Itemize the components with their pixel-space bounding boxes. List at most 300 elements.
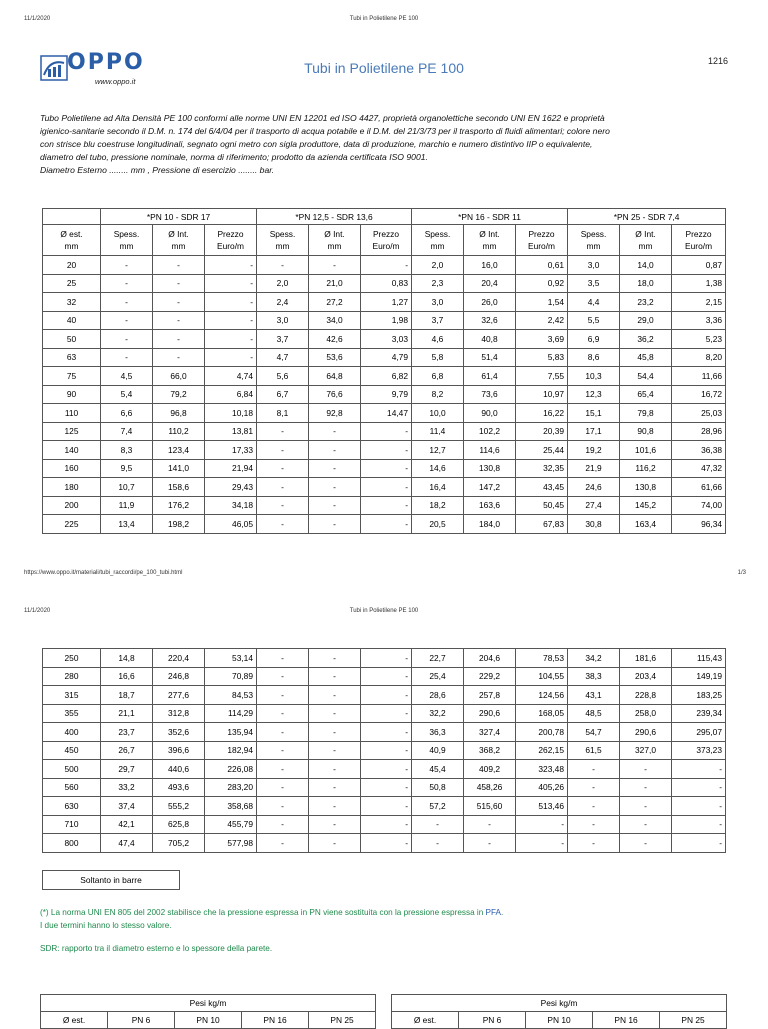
value-cell: - [309,686,361,705]
value-cell: - [309,478,361,497]
bars-only-label: Soltanto in barre [42,870,180,890]
value-cell: 440,6 [153,760,205,779]
value-cell: 7,4 [101,422,153,441]
value-cell: 458,26 [464,778,516,797]
value-cell: 16,0 [464,256,516,275]
value-cell: - [153,348,205,367]
price-cell: 149,19 [672,667,726,686]
value-cell: 34,2 [568,649,620,668]
value-cell: 40,9 [412,741,464,760]
diameter-cell: 125 [43,422,101,441]
value-cell: 14,6 [412,459,464,478]
value-cell: 16,4 [412,478,464,497]
price-cell: - [361,797,412,816]
print-title: Tubi in Polietilene PE 100 [349,16,419,22]
value-cell: 3,7 [412,311,464,330]
value-cell: 43,1 [568,686,620,705]
value-cell: 51,4 [464,348,516,367]
value-cell: 27,2 [309,293,361,312]
price-cell: 358,68 [205,797,257,816]
price-cell: 9,79 [361,385,412,404]
diameter-cell: 315 [43,686,101,705]
value-cell: 220,4 [153,649,205,668]
value-cell: - [257,478,309,497]
value-cell: - [257,256,309,275]
price-cell: 513,46 [516,797,568,816]
column-header-line: Prezzo [372,229,400,239]
print-footer-url[interactable]: https://www.oppo.it/materiali/tubi_raccordi/pe_100_tubi.html [24,570,183,576]
price-cell: 124,56 [516,686,568,705]
pn-note-end: . [501,908,504,917]
column-header-unit: mm [171,241,186,251]
description-line: Tubo Polietilene ad Alta Densità PE 100 conformi alle norme UNI EN 12201 ed ISO 4427, proprietà organolettiche secondo UNI EN 1622 e proprietà [40,113,605,123]
weights-header: PN 16 [593,1012,660,1029]
diameter-cell: 630 [43,797,101,816]
weights-header: PN 16 [242,1012,309,1029]
value-cell: 53,6 [309,348,361,367]
value-cell: 19,2 [568,441,620,460]
value-cell: - [101,311,153,330]
value-cell: 14,8 [101,649,153,668]
value-cell: - [309,760,361,779]
value-cell: 396,6 [153,741,205,760]
value-cell: - [620,797,672,816]
price-cell: - [361,834,412,853]
price-cell: 135,94 [205,723,257,742]
value-cell: - [153,330,205,349]
price-cell: - [361,686,412,705]
column-header-line: Prezzo [685,229,712,239]
price-cell: - [205,330,257,349]
value-cell: 5,6 [257,367,309,386]
value-cell: 10,7 [101,478,153,497]
value-cell: - [309,834,361,853]
price-cell: 226,08 [205,760,257,779]
value-cell: 18,2 [412,496,464,515]
value-cell: 158,6 [153,478,205,497]
price-cell: 17,33 [205,441,257,460]
value-cell: 2,3 [412,274,464,293]
diameter-cell: 90 [43,385,101,404]
value-cell: - [568,815,620,834]
price-cell: 405,26 [516,778,568,797]
diameter-cell: 32 [43,293,101,312]
column-header-unit: mm [586,241,601,251]
diameter-cell: 560 [43,778,101,797]
value-cell: 555,2 [153,797,205,816]
table-row [43,741,726,760]
weights-header: PN 25 [309,1012,376,1029]
value-cell: 203,4 [620,667,672,686]
table-row [43,348,726,367]
price-cell: 114,29 [205,704,257,723]
price-cell: - [516,815,568,834]
value-cell: 23,2 [620,293,672,312]
price-cell: 10,18 [205,404,257,423]
column-header-line: Spess. [113,229,140,239]
diameter-cell: 25 [43,274,101,293]
group-header: *PN 25 - SDR 7,4 [568,209,726,225]
value-cell: - [309,256,361,275]
value-cell: 12,3 [568,385,620,404]
table-row [43,815,726,834]
value-cell: - [568,834,620,853]
pipe-table-page2 [42,648,726,853]
value-cell: 8,1 [257,404,309,423]
column-header-unit: Euro/m [528,241,556,251]
diameter-cell: 160 [43,459,101,478]
value-cell: 116,2 [620,459,672,478]
price-cell: 28,96 [672,422,726,441]
value-cell: - [309,649,361,668]
table-row [43,649,726,668]
value-cell: - [257,741,309,760]
value-cell: 4,6 [412,330,464,349]
table-row [43,330,726,349]
price-cell: - [205,348,257,367]
price-cell: 115,43 [672,649,726,668]
value-cell: 114,6 [464,441,516,460]
value-cell: 36,3 [412,723,464,742]
value-cell: 204,6 [464,649,516,668]
column-header-unit: mm [119,241,134,251]
value-cell: 4,4 [568,293,620,312]
price-cell: 1,98 [361,311,412,330]
value-cell: - [309,704,361,723]
value-cell: - [257,422,309,441]
table-row [43,311,726,330]
price-cell: 16,72 [672,385,726,404]
price-cell: 0,61 [516,256,568,275]
price-cell: 455,79 [205,815,257,834]
value-cell: 42,6 [309,330,361,349]
column-header [516,225,568,256]
price-cell: 5,83 [516,348,568,367]
weights-title: Pesi kg/m [392,995,727,1012]
table-row [43,686,726,705]
price-cell: 0,87 [672,256,726,275]
table-row [43,293,726,312]
diameter-cell: 180 [43,478,101,497]
value-cell: 228,8 [620,686,672,705]
value-cell: 10,3 [568,367,620,386]
table-row [43,778,726,797]
value-cell: 18,7 [101,686,153,705]
column-header-line: Ø Int. [479,229,500,239]
diameter-header-line: Ø est. [60,229,83,239]
value-cell: - [257,667,309,686]
price-cell: 25,44 [516,441,568,460]
value-cell: 21,0 [309,274,361,293]
price-cell: 46,05 [205,515,257,534]
value-cell: - [620,778,672,797]
value-cell: - [101,256,153,275]
column-header [257,225,309,256]
value-cell: 57,2 [412,797,464,816]
weights-header: PN 6 [459,1012,526,1029]
weights-header: PN 10 [526,1012,593,1029]
column-header [101,225,153,256]
value-cell: 37,4 [101,797,153,816]
value-cell: 11,4 [412,422,464,441]
price-cell: - [361,778,412,797]
value-cell: 13,4 [101,515,153,534]
value-cell: 3,0 [568,256,620,275]
value-cell: 3,5 [568,274,620,293]
value-cell: 96,8 [153,404,205,423]
value-cell: - [464,834,516,853]
price-cell: 14,47 [361,404,412,423]
value-cell: 409,2 [464,760,516,779]
price-cell: 11,66 [672,367,726,386]
value-cell: 352,6 [153,723,205,742]
diameter-cell: 75 [43,367,101,386]
value-cell: - [257,459,309,478]
price-cell: 183,25 [672,686,726,705]
price-cell: 1,27 [361,293,412,312]
price-cell: 283,20 [205,778,257,797]
price-cell: 25,03 [672,404,726,423]
column-header-line: Ø Int. [635,229,656,239]
price-cell: - [361,667,412,686]
value-cell: 5,5 [568,311,620,330]
value-cell: 130,8 [464,459,516,478]
table-row [43,404,726,423]
price-cell: - [205,311,257,330]
column-header [464,225,516,256]
value-cell: 327,4 [464,723,516,742]
product-description [40,112,730,177]
value-cell: 11,9 [101,496,153,515]
value-cell: 110,2 [153,422,205,441]
price-cell: 239,34 [672,704,726,723]
description-line: diametro del tubo, pressione nominale, norma di riferimento; prodotto da azienda certificata ISO 9001. [40,152,428,162]
print-date: 11/1/2020 [24,16,51,22]
value-cell: 4,7 [257,348,309,367]
column-header [309,225,361,256]
value-cell: 32,2 [412,704,464,723]
column-header [620,225,672,256]
value-cell: 25,4 [412,667,464,686]
page-title: Tubi in Polietilene PE 100 [304,60,464,76]
price-cell: 34,18 [205,496,257,515]
value-cell: 48,5 [568,704,620,723]
value-cell: 20,5 [412,515,464,534]
price-cell: 29,43 [205,478,257,497]
value-cell: 34,0 [309,311,361,330]
value-cell: - [309,797,361,816]
value-cell: 123,4 [153,441,205,460]
value-cell: 130,8 [620,478,672,497]
price-cell: 96,34 [672,515,726,534]
value-cell: - [309,496,361,515]
table-row [43,797,726,816]
table-row [43,478,726,497]
column-header-unit: mm [275,241,290,251]
value-cell: 368,2 [464,741,516,760]
value-cell: 73,6 [464,385,516,404]
value-cell: 101,6 [620,441,672,460]
price-cell: 20,39 [516,422,568,441]
table-row [43,704,726,723]
table-row [43,515,726,534]
value-cell: 290,6 [620,723,672,742]
price-cell: 61,66 [672,478,726,497]
value-cell: - [257,441,309,460]
table-row [43,834,726,853]
column-header-line: Ø Int. [324,229,345,239]
diameter-cell: 110 [43,404,101,423]
value-cell: 2,0 [257,274,309,293]
value-cell: 6,9 [568,330,620,349]
diameter-cell: 450 [43,741,101,760]
value-cell: - [309,778,361,797]
value-cell: 141,0 [153,459,205,478]
price-cell: 3,03 [361,330,412,349]
weights-header: Ø est. [392,1012,459,1029]
value-cell: 198,2 [153,515,205,534]
page-code: 1216 [707,56,728,66]
price-cell: 104,55 [516,667,568,686]
price-cell: - [672,778,726,797]
value-cell: 6,6 [101,404,153,423]
price-cell: 168,05 [516,704,568,723]
price-cell: - [361,760,412,779]
value-cell: 33,2 [101,778,153,797]
value-cell: 6,7 [257,385,309,404]
price-cell: 3,36 [672,311,726,330]
diameter-cell: 20 [43,256,101,275]
value-cell: - [153,293,205,312]
value-cell: - [620,815,672,834]
column-header-unit: Euro/m [685,241,713,251]
value-cell: - [309,515,361,534]
value-cell: 45,4 [412,760,464,779]
value-cell: 2,0 [412,256,464,275]
value-cell: 145,2 [620,496,672,515]
description-line: Diametro Esterno ........ mm , Pressione di esercizio ........ bar. [40,165,275,175]
value-cell: 5,4 [101,385,153,404]
price-cell: - [672,834,726,853]
group-header: *PN 16 - SDR 11 [412,209,568,225]
value-cell: 229,2 [464,667,516,686]
price-cell: - [361,815,412,834]
description-line: igienico-sanitarie secondo il D.M. n. 174 del 6/4/04 per il trasporto di acqua potabile e il D.M. del 21/3/73 per il trasporto di fluidi alimentari; colore nero [40,126,610,136]
price-cell: - [516,834,568,853]
value-cell: 625,8 [153,815,205,834]
brand-url: www.oppo.it [95,77,136,86]
value-cell: 66,0 [153,367,205,386]
value-cell: 32,6 [464,311,516,330]
column-header-line: Spess. [424,229,451,239]
print-date: 11/1/2020 [24,608,51,614]
column-header-unit: mm [638,241,653,251]
diameter-cell: 40 [43,311,101,330]
value-cell: - [153,311,205,330]
column-header-unit: mm [482,241,497,251]
value-cell: 42,1 [101,815,153,834]
value-cell: - [101,330,153,349]
price-cell: - [361,422,412,441]
value-cell: - [257,778,309,797]
price-cell: - [361,496,412,515]
column-header [412,225,464,256]
value-cell: - [101,293,153,312]
value-cell: 6,8 [412,367,464,386]
price-cell: 295,07 [672,723,726,742]
value-cell: 258,0 [620,704,672,723]
price-cell: - [361,256,412,275]
column-header-unit: Euro/m [372,241,400,251]
value-cell: 8,6 [568,348,620,367]
value-cell: 40,8 [464,330,516,349]
value-cell: 181,6 [620,649,672,668]
diameter-cell: 400 [43,723,101,742]
value-cell: 12,7 [412,441,464,460]
value-cell: 102,2 [464,422,516,441]
pn-note-text: (*) La norma UNI EN 805 del 2002 stabilisce che la pressione espressa in PN viene sostituita con la pressione espressa in [40,908,486,917]
table-row [43,256,726,275]
value-cell: 246,8 [153,667,205,686]
value-cell: 24,6 [568,478,620,497]
value-cell: - [153,274,205,293]
value-cell: 163,4 [620,515,672,534]
column-header-line: Prezzo [217,229,244,239]
table-row [43,667,726,686]
diameter-cell: 225 [43,515,101,534]
value-cell: 38,3 [568,667,620,686]
value-cell: 184,0 [464,515,516,534]
sdr-note: SDR: rapporto tra il diametro esterno e lo spessore della parete. [40,944,273,953]
value-cell: - [309,741,361,760]
weights-header: PN 25 [660,1012,727,1029]
value-cell: 65,4 [620,385,672,404]
value-cell: 21,1 [101,704,153,723]
price-cell: 7,55 [516,367,568,386]
weights-title: Pesi kg/m [41,995,376,1012]
price-cell: 182,94 [205,741,257,760]
value-cell: - [309,441,361,460]
price-cell: 2,42 [516,311,568,330]
price-cell: - [205,256,257,275]
value-cell: - [309,667,361,686]
price-cell: 16,22 [516,404,568,423]
value-cell: 3,0 [257,311,309,330]
value-cell: 20,4 [464,274,516,293]
column-header-unit: mm [327,241,342,251]
value-cell: - [257,515,309,534]
column-header [568,225,620,256]
value-cell: 79,8 [620,404,672,423]
price-cell: - [361,649,412,668]
value-cell: 327,0 [620,741,672,760]
value-cell: 8,3 [101,441,153,460]
value-cell: 2,4 [257,293,309,312]
value-cell: 16,6 [101,667,153,686]
value-cell: 312,8 [153,704,205,723]
value-cell: 47,4 [101,834,153,853]
value-cell: 163,6 [464,496,516,515]
column-header-line: Spess. [580,229,607,239]
price-cell: 43,45 [516,478,568,497]
price-cell: - [361,704,412,723]
price-cell: 2,15 [672,293,726,312]
price-cell: 0,92 [516,274,568,293]
price-cell: - [361,515,412,534]
value-cell: 92,8 [309,404,361,423]
price-cell: 4,79 [361,348,412,367]
price-cell: 1,54 [516,293,568,312]
